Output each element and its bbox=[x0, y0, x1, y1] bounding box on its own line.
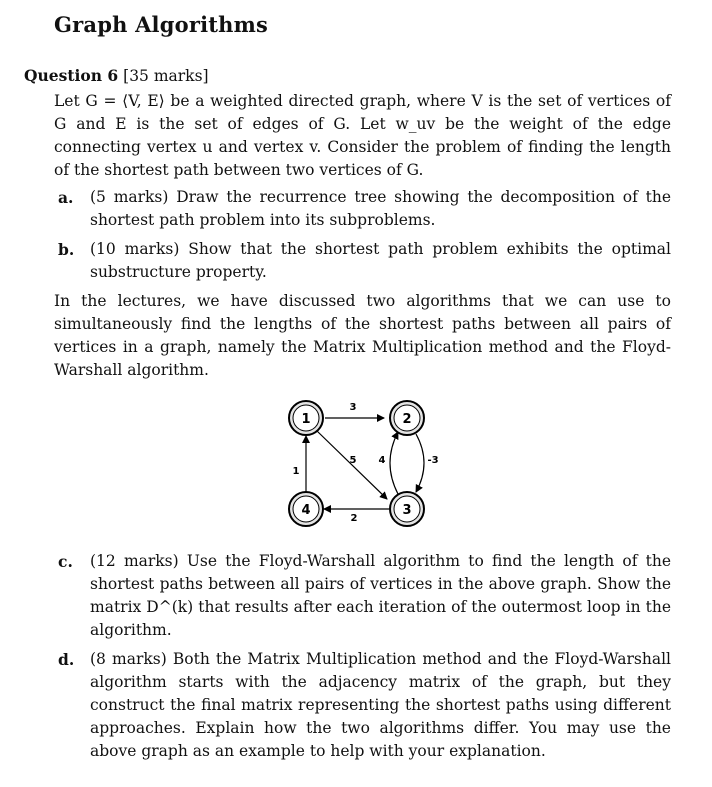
edge-2-3 bbox=[416, 434, 439, 492]
part-a-text: (5 marks) Draw the recurrence tree showing the decomposition of the shortest path problem into its subproblems. bbox=[90, 188, 671, 229]
node-label-3: 3 bbox=[402, 503, 412, 518]
graph-node-2 bbox=[390, 401, 424, 435]
part-c-letter: c. bbox=[58, 552, 73, 571]
part-a bbox=[58, 186, 671, 232]
part-d-letter: d. bbox=[58, 650, 75, 669]
question-marks: [35 marks] bbox=[123, 67, 209, 85]
part-c-text: (12 marks) Use the Floyd-Warshall algorithm to find the length of the shortest paths between all pairs of vertices in the above graph. Show the matrix D^(k) that results after each iteration of the outermost loop in the algorithm. bbox=[90, 552, 671, 639]
part-d bbox=[58, 648, 671, 763]
algorithms-paragraph: In the lectures, we have discussed two algorithms that we can use to simultaneously find the lengths of the shortest paths between all pairs of vertices in a graph, namely the Matrix Multiplication method and the Floyd-Warshall algorithm. bbox=[54, 292, 671, 379]
weighted-graph-figure bbox=[270, 390, 440, 535]
node-label-2: 2 bbox=[402, 412, 412, 427]
edge-4-1 bbox=[293, 436, 306, 492]
part-d-text: (8 marks) Both the Matrix Multiplication method and the Floyd-Warshall algorithm starts with the adjacency matrix of the graph, but they construct the final matrix representing the shortest paths using different approaches. Explain how the two algorithms differ. You may use the above graph as an example to help with your explanation. bbox=[90, 650, 671, 760]
part-b bbox=[58, 238, 671, 284]
graph-node-3 bbox=[390, 492, 424, 526]
part-b-letter: b. bbox=[58, 240, 75, 259]
edge-1-2 bbox=[325, 402, 384, 418]
graph-node-4 bbox=[289, 492, 323, 526]
node-label-1: 1 bbox=[301, 412, 311, 427]
edge-1-3 bbox=[317, 431, 387, 499]
part-c bbox=[58, 550, 671, 642]
edge-weight-2-3: -3 bbox=[427, 455, 439, 466]
edge-weight-3-2: 4 bbox=[378, 455, 386, 466]
edge-weight-1-3: 5 bbox=[349, 455, 357, 466]
page-title: Graph Algorithms bbox=[54, 12, 269, 37]
question-intro: Let G = ⟨V, E⟩ be a weighted directed graph, where V is the set of vertices of G and E is the set of edges of G. Let w_uv be the weight of the edge connecting vertex u and vertex v. Consider the problem of finding the length of the shortest path between two vertices of G. bbox=[54, 92, 671, 179]
part-a-letter: a. bbox=[58, 188, 74, 207]
graph-node-1 bbox=[289, 401, 323, 435]
edge-weight-3-4: 2 bbox=[350, 513, 358, 524]
edge-weight-4-1: 1 bbox=[292, 466, 300, 477]
edge-3-2 bbox=[379, 432, 398, 494]
question-header bbox=[24, 66, 209, 85]
edge-weight-1-2: 3 bbox=[349, 402, 357, 413]
part-b-text: (10 marks) Show that the shortest path problem exhibits the optimal substructure property. bbox=[90, 240, 671, 281]
node-label-4: 4 bbox=[301, 503, 311, 518]
question-label: Question 6 bbox=[24, 66, 119, 85]
edge-3-4 bbox=[324, 509, 389, 524]
